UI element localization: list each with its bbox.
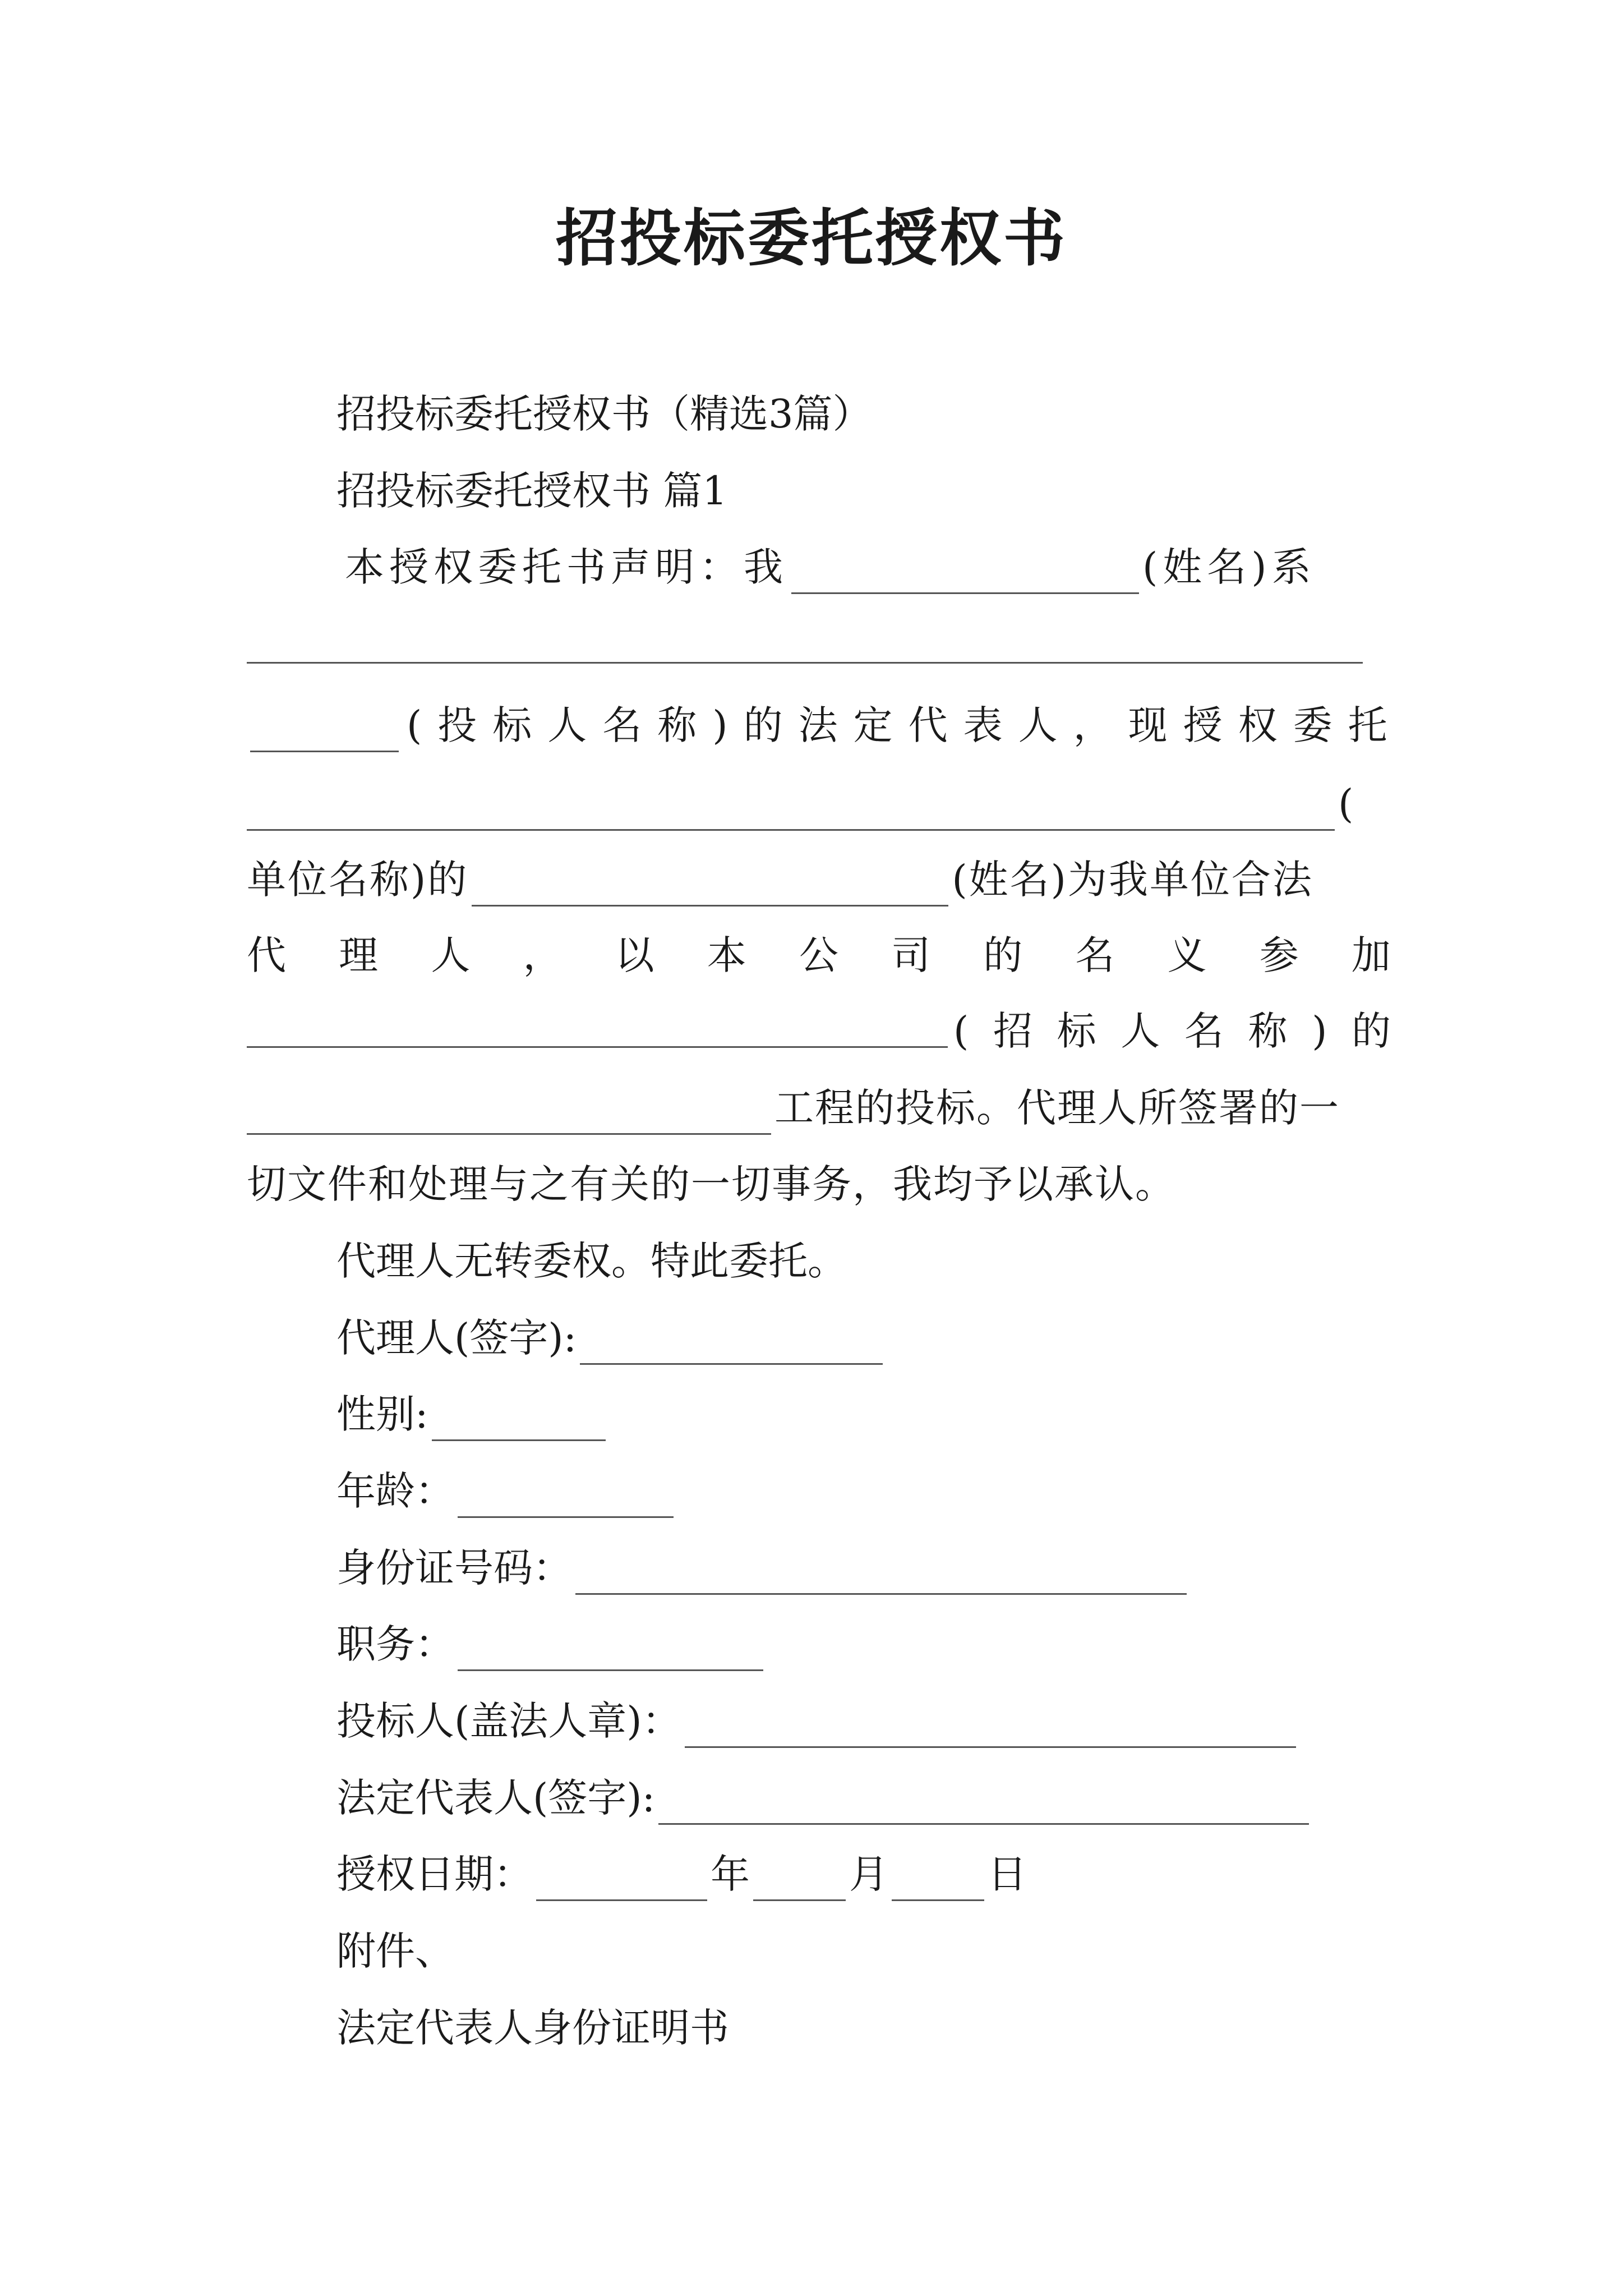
id-number-blank[interactable] bbox=[575, 1549, 1187, 1595]
legal-rep-signature-field bbox=[336, 1771, 1312, 1825]
month-label: 月 bbox=[849, 1851, 888, 1897]
month-blank[interactable] bbox=[753, 1856, 846, 1901]
document-title: 招投标委托授权书 bbox=[556, 202, 1067, 274]
char: 义 bbox=[1167, 932, 1207, 978]
age-field bbox=[336, 1464, 677, 1518]
name-blank[interactable] bbox=[791, 549, 1139, 594]
field-label: 性别: bbox=[336, 1391, 428, 1437]
attachment-text: 附件、 bbox=[336, 1928, 454, 1974]
char: 参 bbox=[1259, 932, 1299, 978]
statement-text: (投标人名称)的法定代表人，现授权委托 bbox=[407, 702, 1403, 748]
gender-field bbox=[336, 1387, 609, 1441]
bidder-seal-blank[interactable] bbox=[685, 1703, 1296, 1748]
field-label: 投标人(盖法人章)： bbox=[336, 1698, 681, 1744]
field-label: 年龄： bbox=[336, 1468, 454, 1514]
char: ( bbox=[953, 1008, 969, 1054]
statement-text: (姓名)系 bbox=[1142, 544, 1316, 590]
no-transfer-text: 代理人无转委权。特此委托。 bbox=[336, 1238, 847, 1284]
age-blank[interactable] bbox=[458, 1473, 674, 1518]
char: 加 bbox=[1351, 932, 1391, 978]
field-label: 法定代表人(签字): bbox=[336, 1775, 656, 1821]
char: 代 bbox=[247, 932, 286, 978]
statement-line-6 bbox=[247, 928, 1391, 982]
field-label: 授权日期： bbox=[336, 1851, 533, 1897]
char: 理 bbox=[339, 932, 379, 978]
statement-line-5 bbox=[247, 853, 1313, 907]
attachment-title bbox=[336, 2001, 729, 2055]
statement-line-9 bbox=[247, 1157, 1175, 1211]
field-label: 身份证号码： bbox=[336, 1545, 572, 1591]
statement-line-4 bbox=[247, 777, 1353, 831]
char: ， bbox=[523, 932, 562, 978]
char: 公 bbox=[799, 932, 838, 978]
statement-text: 工程的投标。代理人所签署的一 bbox=[774, 1085, 1340, 1131]
char: 的 bbox=[983, 932, 1023, 978]
bidder-seal-field bbox=[336, 1694, 1299, 1748]
project-blank[interactable] bbox=[247, 1089, 771, 1135]
char: 司 bbox=[891, 932, 931, 978]
id-number-field bbox=[336, 1541, 1190, 1595]
char: ) bbox=[1312, 1008, 1327, 1054]
char: 人 bbox=[431, 932, 471, 978]
agent-name-blank[interactable] bbox=[472, 861, 948, 907]
char: 人 bbox=[1121, 1008, 1160, 1054]
tenderer-blank[interactable] bbox=[247, 1046, 948, 1048]
attachment-title-text: 法定代表人身份证明书 bbox=[336, 2005, 729, 2051]
section-heading-text: 招投标委托授权书 篇1 bbox=[336, 468, 727, 514]
auth-date-field bbox=[336, 1847, 1027, 1901]
legal-rep-signature-blank[interactable] bbox=[658, 1779, 1309, 1825]
day-blank[interactable] bbox=[892, 1856, 984, 1901]
statement-text: (姓名)为我单位合法 bbox=[952, 857, 1313, 903]
statement-line-7 bbox=[953, 1004, 1391, 1058]
char: 标 bbox=[1057, 1008, 1096, 1054]
subtitle bbox=[336, 387, 872, 441]
char: 称 bbox=[1248, 1008, 1288, 1054]
statement-text: 单位名称)的 bbox=[247, 857, 469, 903]
char: 以 bbox=[615, 932, 654, 978]
char: 名 bbox=[1075, 932, 1115, 978]
agent-signature-field bbox=[336, 1311, 886, 1365]
statement-line-8 bbox=[247, 1081, 1340, 1135]
agent-signature-blank[interactable] bbox=[580, 1319, 883, 1365]
statement-text: 切文件和处理与之有关的一切事务，我均予以承认。 bbox=[247, 1161, 1175, 1207]
statement-text: ( bbox=[1338, 781, 1354, 827]
statement-line-1 bbox=[345, 540, 1316, 594]
attachment-label bbox=[336, 1924, 454, 1978]
char: 的 bbox=[1352, 1008, 1391, 1054]
statement-line-3 bbox=[247, 698, 1403, 752]
bidder-blank[interactable] bbox=[250, 707, 399, 752]
blank-line[interactable] bbox=[247, 662, 1363, 664]
unit-blank[interactable] bbox=[247, 785, 1335, 831]
section-heading bbox=[336, 464, 727, 518]
gender-blank[interactable] bbox=[432, 1396, 606, 1441]
position-field bbox=[336, 1617, 767, 1671]
day-label: 日 bbox=[988, 1851, 1027, 1897]
field-label: 代理人(签字): bbox=[336, 1315, 577, 1361]
no-transfer-clause bbox=[336, 1234, 847, 1288]
field-label: 职务： bbox=[336, 1621, 454, 1667]
char: 招 bbox=[993, 1008, 1032, 1054]
char: 名 bbox=[1184, 1008, 1224, 1054]
position-blank[interactable] bbox=[458, 1626, 763, 1671]
char: 本 bbox=[707, 932, 746, 978]
subtitle-text: 招投标委托授权书（精选3篇） bbox=[336, 391, 872, 437]
statement-text: 本授权委托书声明：我 bbox=[345, 544, 788, 590]
year-blank[interactable] bbox=[536, 1856, 707, 1901]
year-label: 年 bbox=[711, 1851, 750, 1897]
